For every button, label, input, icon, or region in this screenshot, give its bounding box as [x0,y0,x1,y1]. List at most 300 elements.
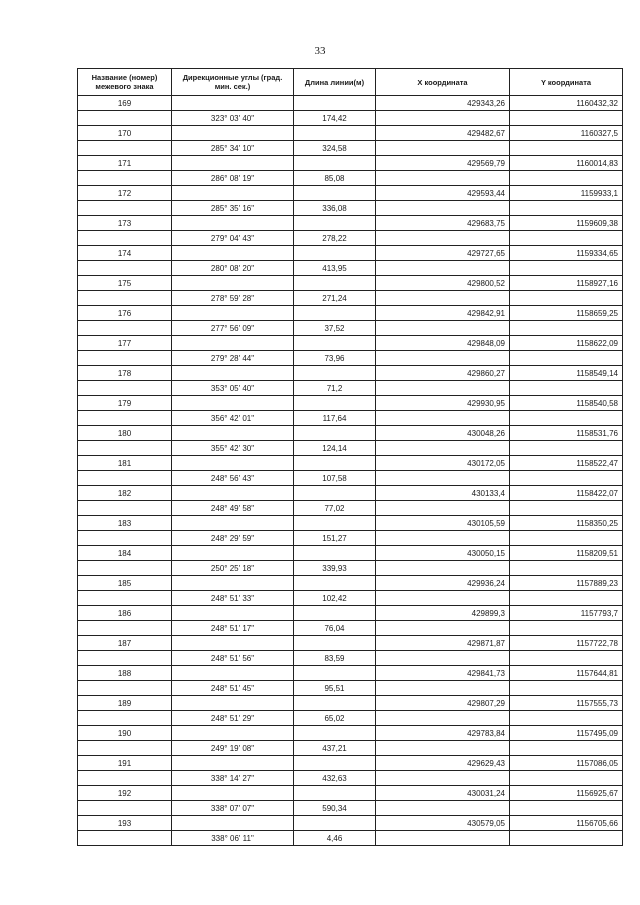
cell-line-length [294,426,376,441]
table-row [78,231,623,246]
cell-marker-name [78,741,172,756]
cell-y-coordinate [510,801,623,816]
cell-marker-name [78,711,172,726]
cell-line-length [294,756,376,771]
cell-y-coordinate: 1157793,7 [510,606,623,621]
table-row [78,606,623,621]
cell-x-coordinate [376,591,510,606]
cell-line-length: 432,63 [294,771,376,786]
cell-direction-angle [172,246,294,261]
cell-marker-name: 170 [78,126,172,141]
cell-marker-name [78,621,172,636]
cell-y-coordinate [510,681,623,696]
cell-direction-angle [172,426,294,441]
cell-marker-name: 192 [78,786,172,801]
cell-x-coordinate: 429343,26 [376,96,510,111]
cell-line-length [294,696,376,711]
cell-marker-name: 171 [78,156,172,171]
cell-direction-angle [172,516,294,531]
cell-x-coordinate [376,741,510,756]
cell-x-coordinate [376,621,510,636]
cell-direction-angle: 323° 03' 40" [172,111,294,126]
table-row [78,711,623,726]
cell-x-coordinate: 429629,43 [376,756,510,771]
cell-marker-name [78,681,172,696]
cell-x-coordinate: 430031,24 [376,786,510,801]
table-row [78,831,623,846]
cell-direction-angle [172,396,294,411]
cell-x-coordinate [376,351,510,366]
cell-direction-angle: 353° 05' 40" [172,381,294,396]
cell-marker-name [78,501,172,516]
cell-direction-angle [172,756,294,771]
cell-y-coordinate [510,201,623,216]
cell-x-coordinate [376,681,510,696]
cell-marker-name: 176 [78,306,172,321]
cell-line-length: 174,42 [294,111,376,126]
table-header [78,69,623,96]
header-row [78,69,623,96]
cell-marker-name [78,381,172,396]
cell-line-length: 590,34 [294,801,376,816]
cell-direction-angle: 279° 28' 44" [172,351,294,366]
cell-y-coordinate: 1156925,67 [510,786,623,801]
table-row [78,441,623,456]
cell-line-length: 107,58 [294,471,376,486]
cell-marker-name: 191 [78,756,172,771]
cell-x-coordinate: 429871,87 [376,636,510,651]
cell-direction-angle [172,696,294,711]
cell-direction-angle: 250° 25' 18" [172,561,294,576]
cell-marker-name [78,171,172,186]
cell-line-length [294,636,376,651]
table-row [78,756,623,771]
cell-direction-angle: 248° 51' 45" [172,681,294,696]
cell-direction-angle: 338° 14' 27" [172,771,294,786]
table-row [78,621,623,636]
cell-y-coordinate: 1158350,25 [510,516,623,531]
cell-marker-name: 169 [78,96,172,111]
table-row [78,801,623,816]
cell-marker-name: 173 [78,216,172,231]
cell-y-coordinate [510,171,623,186]
cell-y-coordinate [510,111,623,126]
table-row [78,351,623,366]
cell-marker-name [78,651,172,666]
cell-line-length: 151,27 [294,531,376,546]
cell-y-coordinate: 1156705,66 [510,816,623,831]
cell-direction-angle [172,186,294,201]
cell-marker-name [78,441,172,456]
cell-direction-angle: 285° 35' 16" [172,201,294,216]
header-name: Название (номер) межевого знака [78,69,172,96]
cell-x-coordinate: 429930,95 [376,396,510,411]
cell-marker-name: 188 [78,666,172,681]
cell-line-length: 271,24 [294,291,376,306]
cell-y-coordinate [510,411,623,426]
cell-direction-angle [172,96,294,111]
cell-x-coordinate: 429807,29 [376,696,510,711]
cell-x-coordinate [376,201,510,216]
table-row [78,561,623,576]
table-row [78,96,623,111]
cell-y-coordinate: 1158549,14 [510,366,623,381]
cell-x-coordinate: 429783,84 [376,726,510,741]
table-row [78,726,623,741]
cell-line-length [294,456,376,471]
cell-direction-angle [172,786,294,801]
cell-marker-name: 174 [78,246,172,261]
table-row [78,771,623,786]
header-x: X координата [376,69,510,96]
cell-y-coordinate: 1157644,81 [510,666,623,681]
cell-x-coordinate: 429593,44 [376,186,510,201]
table-row [78,291,623,306]
cell-marker-name [78,411,172,426]
cell-direction-angle: 286° 08' 19" [172,171,294,186]
cell-y-coordinate: 1159334,65 [510,246,623,261]
cell-y-coordinate [510,561,623,576]
cell-y-coordinate [510,621,623,636]
table-row [78,216,623,231]
cell-y-coordinate [510,531,623,546]
cell-direction-angle [172,456,294,471]
cell-x-coordinate: 430133,4 [376,486,510,501]
table-row [78,651,623,666]
cell-line-length: 124,14 [294,441,376,456]
cell-direction-angle: 356° 42' 01" [172,411,294,426]
table-row [78,741,623,756]
cell-line-length [294,516,376,531]
cell-direction-angle [172,156,294,171]
cell-y-coordinate: 1158622,09 [510,336,623,351]
cell-direction-angle: 248° 51' 33" [172,591,294,606]
cell-x-coordinate [376,111,510,126]
cell-marker-name [78,561,172,576]
cell-x-coordinate: 429482,67 [376,126,510,141]
cell-y-coordinate: 1157086,05 [510,756,623,771]
cell-y-coordinate: 1158422,07 [510,486,623,501]
cell-marker-name: 178 [78,366,172,381]
cell-x-coordinate [376,801,510,816]
cell-y-coordinate: 1160014,83 [510,156,623,171]
table-row [78,546,623,561]
cell-line-length: 85,08 [294,171,376,186]
cell-x-coordinate: 429899,3 [376,606,510,621]
cell-x-coordinate [376,501,510,516]
cell-direction-angle [172,816,294,831]
cell-x-coordinate [376,441,510,456]
table-row [78,246,623,261]
cell-marker-name [78,291,172,306]
cell-line-length [294,576,376,591]
cell-y-coordinate [510,321,623,336]
cell-line-length [294,156,376,171]
cell-marker-name [78,321,172,336]
cell-marker-name [78,531,172,546]
cell-marker-name: 183 [78,516,172,531]
cell-direction-angle [172,336,294,351]
cell-direction-angle: 248° 51' 17" [172,621,294,636]
table-row [78,171,623,186]
cell-direction-angle: 278° 59' 28" [172,291,294,306]
cell-direction-angle [172,636,294,651]
cell-x-coordinate [376,261,510,276]
table-row [78,201,623,216]
table-row [78,501,623,516]
table-row [78,591,623,606]
cell-y-coordinate [510,501,623,516]
cell-x-coordinate: 429800,52 [376,276,510,291]
cell-marker-name: 193 [78,816,172,831]
table-row [78,531,623,546]
cell-x-coordinate [376,141,510,156]
cell-direction-angle [172,546,294,561]
cell-x-coordinate [376,711,510,726]
cell-x-coordinate [376,411,510,426]
table-row [78,486,623,501]
cell-direction-angle [172,126,294,141]
cell-line-length: 71,2 [294,381,376,396]
table-row [78,456,623,471]
cell-marker-name: 184 [78,546,172,561]
cell-x-coordinate: 430105,59 [376,516,510,531]
cell-y-coordinate: 1160327,5 [510,126,623,141]
cell-direction-angle [172,306,294,321]
cell-y-coordinate: 1157889,23 [510,576,623,591]
cell-x-coordinate: 429860,27 [376,366,510,381]
cell-marker-name [78,261,172,276]
cell-direction-angle: 248° 49' 58" [172,501,294,516]
cell-direction-angle [172,216,294,231]
cell-line-length: 37,52 [294,321,376,336]
table-row [78,516,623,531]
cell-y-coordinate: 1158659,25 [510,306,623,321]
table-row [78,126,623,141]
cell-marker-name: 177 [78,336,172,351]
cell-line-length [294,546,376,561]
cell-direction-angle: 355° 42' 30" [172,441,294,456]
table-row [78,696,623,711]
table-row [78,111,623,126]
cell-line-length: 117,64 [294,411,376,426]
cell-x-coordinate [376,171,510,186]
cell-direction-angle: 249° 19' 08" [172,741,294,756]
cell-marker-name: 180 [78,426,172,441]
cell-y-coordinate [510,231,623,246]
cell-direction-angle: 280° 08' 20" [172,261,294,276]
cell-line-length [294,186,376,201]
cell-x-coordinate [376,291,510,306]
table-row [78,636,623,651]
cell-marker-name [78,141,172,156]
cell-direction-angle: 277° 56' 09" [172,321,294,336]
cell-line-length [294,336,376,351]
cell-y-coordinate [510,771,623,786]
cell-direction-angle: 279° 04' 43" [172,231,294,246]
cell-y-coordinate: 1157722,78 [510,636,623,651]
table-row [78,321,623,336]
cell-x-coordinate: 429683,75 [376,216,510,231]
cell-line-length: 76,04 [294,621,376,636]
cell-x-coordinate: 430172,05 [376,456,510,471]
cell-y-coordinate [510,141,623,156]
cell-y-coordinate [510,381,623,396]
cell-line-length [294,486,376,501]
cell-line-length: 77,02 [294,501,376,516]
cell-x-coordinate: 429841,73 [376,666,510,681]
cell-line-length [294,366,376,381]
cell-direction-angle [172,606,294,621]
cell-x-coordinate: 430579,05 [376,816,510,831]
cell-line-length: 413,95 [294,261,376,276]
cell-marker-name: 172 [78,186,172,201]
cell-marker-name: 175 [78,276,172,291]
cell-y-coordinate [510,741,623,756]
cell-direction-angle: 248° 56' 43" [172,471,294,486]
cell-x-coordinate [376,381,510,396]
cell-line-length: 336,08 [294,201,376,216]
cell-line-length: 65,02 [294,711,376,726]
cell-marker-name: 185 [78,576,172,591]
cell-marker-name [78,351,172,366]
cell-y-coordinate: 1158927,16 [510,276,623,291]
table-row [78,576,623,591]
cell-direction-angle: 248° 51' 29" [172,711,294,726]
page-number: 33 [314,45,326,57]
cell-x-coordinate [376,651,510,666]
cell-line-length: 339,93 [294,561,376,576]
header-length: Длина линии(м) [294,69,376,96]
cell-line-length [294,126,376,141]
cell-direction-angle [172,726,294,741]
cell-y-coordinate: 1159609,38 [510,216,623,231]
cell-marker-name: 182 [78,486,172,501]
cell-line-length [294,606,376,621]
table-row [78,156,623,171]
cell-line-length [294,816,376,831]
cell-x-coordinate: 430048,26 [376,426,510,441]
table-row [78,471,623,486]
cell-line-length: 4,46 [294,831,376,846]
cell-direction-angle [172,576,294,591]
cell-direction-angle: 338° 06' 11" [172,831,294,846]
cell-x-coordinate: 429936,24 [376,576,510,591]
header-angle: Дирекционные углы (град. мин. сек.) [172,69,294,96]
cell-line-length: 83,59 [294,651,376,666]
cell-line-length [294,306,376,321]
cell-line-length: 102,42 [294,591,376,606]
cell-line-length: 278,22 [294,231,376,246]
cell-line-length [294,666,376,681]
cell-direction-angle: 248° 29' 59" [172,531,294,546]
header-y: Y координата [510,69,623,96]
cell-marker-name [78,771,172,786]
cell-y-coordinate [510,711,623,726]
cell-x-coordinate [376,531,510,546]
cell-direction-angle: 338° 07' 07" [172,801,294,816]
cell-x-coordinate [376,231,510,246]
cell-direction-angle: 248° 51' 56" [172,651,294,666]
cell-marker-name [78,831,172,846]
cell-y-coordinate [510,291,623,306]
cell-marker-name: 187 [78,636,172,651]
table-row [78,816,623,831]
cell-line-length [294,276,376,291]
cell-x-coordinate [376,561,510,576]
table-row [78,261,623,276]
cell-marker-name [78,591,172,606]
cell-x-coordinate [376,771,510,786]
cell-line-length [294,216,376,231]
cell-y-coordinate [510,831,623,846]
table-row [78,276,623,291]
cell-line-length [294,786,376,801]
cell-y-coordinate: 1160432,32 [510,96,623,111]
cell-direction-angle: 285° 34' 10" [172,141,294,156]
cell-line-length: 73,96 [294,351,376,366]
cell-marker-name: 190 [78,726,172,741]
cell-marker-name [78,471,172,486]
cell-y-coordinate: 1158531,76 [510,426,623,441]
boundary-coordinates-table [77,68,623,846]
cell-x-coordinate [376,831,510,846]
cell-marker-name: 179 [78,396,172,411]
table-row [78,681,623,696]
cell-line-length [294,246,376,261]
cell-line-length: 324,58 [294,141,376,156]
cell-y-coordinate [510,651,623,666]
cell-y-coordinate: 1158540,58 [510,396,623,411]
cell-marker-name [78,801,172,816]
cell-line-length: 95,51 [294,681,376,696]
cell-y-coordinate: 1158522,47 [510,456,623,471]
cell-marker-name: 189 [78,696,172,711]
table-row [78,426,623,441]
table-body [78,96,623,846]
cell-direction-angle [172,276,294,291]
table-row [78,306,623,321]
cell-marker-name: 186 [78,606,172,621]
cell-line-length [294,396,376,411]
cell-direction-angle [172,666,294,681]
table-row [78,366,623,381]
cell-x-coordinate: 429727,65 [376,246,510,261]
cell-x-coordinate: 429848,09 [376,336,510,351]
cell-y-coordinate [510,441,623,456]
table-row [78,186,623,201]
table-row [78,336,623,351]
table-row [78,666,623,681]
cell-marker-name [78,231,172,246]
cell-y-coordinate [510,471,623,486]
table-row [78,381,623,396]
cell-x-coordinate: 429569,79 [376,156,510,171]
cell-y-coordinate: 1157555,73 [510,696,623,711]
cell-marker-name [78,111,172,126]
cell-y-coordinate [510,591,623,606]
table-row [78,141,623,156]
cell-x-coordinate: 430050,15 [376,546,510,561]
cell-x-coordinate: 429842,91 [376,306,510,321]
cell-line-length: 437,21 [294,741,376,756]
table-row [78,786,623,801]
table-row [78,411,623,426]
cell-y-coordinate: 1159933,1 [510,186,623,201]
cell-marker-name: 181 [78,456,172,471]
cell-x-coordinate [376,321,510,336]
cell-line-length [294,726,376,741]
